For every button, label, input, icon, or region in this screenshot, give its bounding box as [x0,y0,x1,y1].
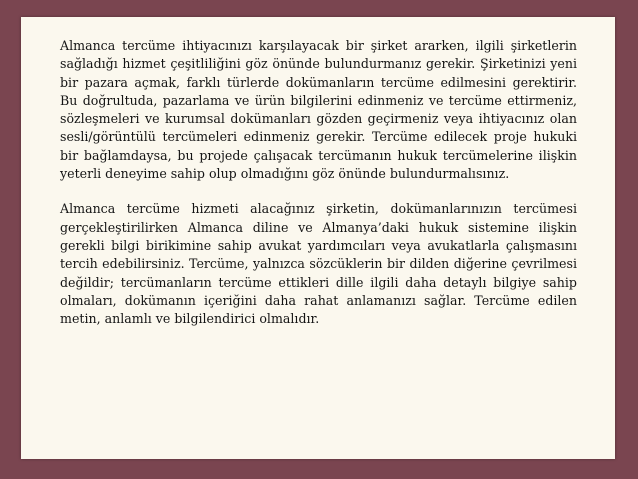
paragraph-2: Almanca tercüme hizmeti alacağınız şirketin, dokümanlarınızın tercümesi gerçekleştirilirken Almanca diline ve Almanya’daki hukuk sistemine ilişkin gerekli bilgi birikimine sahip avukat yardımcıları veya avukatlarla çalışmasını tercih edebilirsiniz. Tercüme, yalnızca sözcüklerin bir dilden diğerine çevrilmesi değildir; tercümanların tercüme ettikleri dille ilgili daha detaylı bilgiye sahip olmaları, dokümanın içeriğini daha rahat anlamanızı sağlar. Tercüme edilen metin, anlamlı ve bilgilendirici olmalıdır. [60,201,577,327]
slide-panel [21,17,615,459]
slide-text-body [60,37,577,345]
paragraph-1: Almanca tercüme ihtiyacınızı karşılayacak bir şirket ararken, ilgili şirketlerin sağladığı hizmet çeşitliliğini göz önünde bulundurmanız gerekir. Şirketinizi yeni bir pazara açmak, farklı türlerde dokümanların tercüme edilmesini gerektirir. Bu doğrultuda, pazarlama ve ürün bilgilerini edinmeniz ve tercüme ettirmeniz, sözleşmeleri ve kurumsal dokümanları gözden geçirmeniz veya ihtiyacınız olan sesli/görüntülü tercümeleri edinmeniz gerekir. Tercüme edilecek proje hukuki bir bağlamdaysa, bu projede çalışacak tercümanın hukuk tercümelerine ilişkin yeterli deneyime sahip olup olmadığını göz önünde bulundurmalısınız. [60,38,577,182]
